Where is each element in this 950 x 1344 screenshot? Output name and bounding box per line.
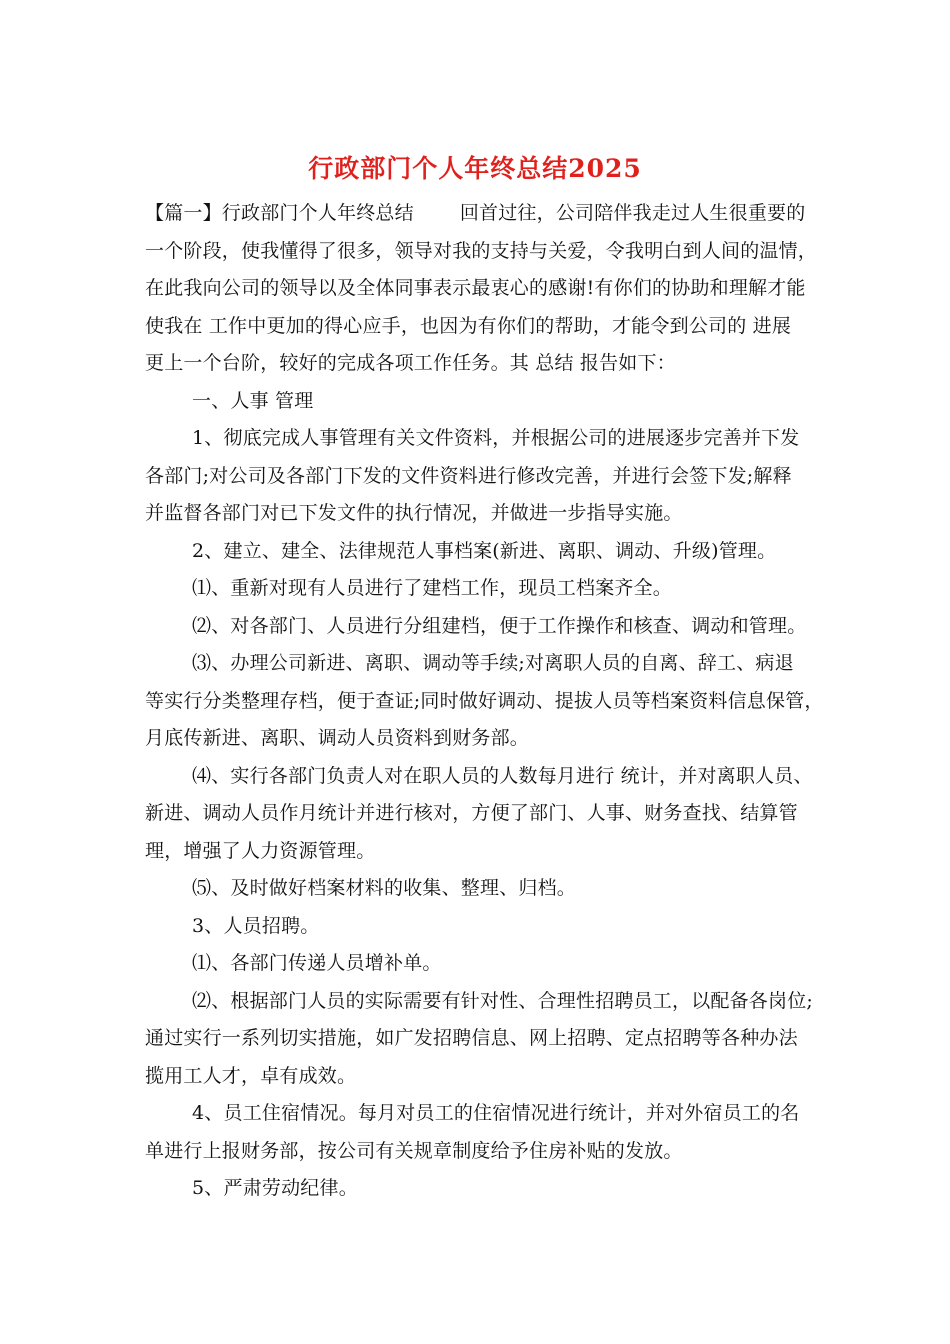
paragraph-line: 使我在 工作中更加的得心应手，也因为有你们的帮助，才能令到公司的 进展 bbox=[145, 314, 792, 337]
document-title: 行政部门个人年终总结2025 bbox=[308, 154, 642, 183]
paragraph-line: 理，增强了人力资源管理。 bbox=[145, 839, 376, 862]
paragraph-line: 一、人事 管理 bbox=[192, 389, 314, 412]
paragraph-line: ⑷、实行各部门负责人对在职人员的人数每月进行 统计，并对离职人员、 bbox=[192, 764, 813, 787]
paragraph-line: 通过实行一系列切实措施，如广发招聘信息、网上招聘、定点招聘等各种办法 bbox=[145, 1027, 798, 1049]
paragraph-line: ⑵、对各部门、人员进行分组建档，便于工作操作和核查、调动和管理。 bbox=[192, 614, 807, 637]
paragraph-line: 更上一个台阶，较好的完成各项工作任务。其 总结 报告如下： bbox=[145, 352, 676, 374]
section-heading: 【篇一】行政部门个人年终总结 bbox=[145, 202, 414, 224]
paragraph-line: 各部门;对公司及各部门下发的文件资料进行修改完善，并进行会签下发;解释 bbox=[145, 464, 792, 487]
paragraph-line: ⑴、重新对现有人员进行了建档工作，现员工档案齐全。 bbox=[192, 577, 673, 599]
paragraph-line: 一个阶段，使我懂得了很多，领导对我的支持与关爱，令我明白到人间的温情， bbox=[145, 239, 818, 262]
paragraph-line: 【篇一】行政部门个人年终总结 回首过往，公司陪伴我走过人生很重要的 bbox=[145, 202, 806, 224]
paragraph-line: 4、员工住宿情况。每月对员工的住宿情况进行统计，并对外宿员工的名 bbox=[192, 1102, 800, 1124]
paragraph-line: 1、彻底完成人事管理有关文件资料，并根据公司的进展逐步完善并下发 bbox=[192, 427, 800, 449]
paragraph-line: ⑶、办理公司新进、离职、调动等手续;对离职人员的自离、辞工、病退 bbox=[192, 652, 794, 674]
paragraph-line: ⑵、根据部门人员的实际需要有针对性、合理性招聘员工，以配备各岗位; bbox=[192, 989, 814, 1012]
paragraph-line: 2、建立、建全、法律规范人事档案(新进、离职、调动、升级)管理。 bbox=[192, 539, 777, 562]
paragraph-line: 单进行上报财务部，按公司有关规章制度给予住房补贴的发放。 bbox=[145, 1139, 683, 1162]
paragraph-line: 并监督各部门对已下发文件的执行情况，并做进一步指导实施。 bbox=[145, 502, 683, 524]
paragraph-line: ⑸、及时做好档案材料的收集、整理、归档。 bbox=[192, 877, 577, 899]
paragraph-line: 新进、调动人员作月统计并进行核对，方便了部门、人事、财务查找、结算管 bbox=[145, 802, 798, 824]
paragraph-line: ⑴、各部门传递人员增补单。 bbox=[192, 952, 442, 974]
paragraph-line: 在此我向公司的领导以及全体同事表示最衷心的感谢!有你们的协助和理解才能 bbox=[145, 277, 806, 299]
document-body bbox=[145, 195, 824, 1208]
paragraph-line: 3、人员招聘。 bbox=[192, 914, 320, 937]
paragraph-line: 等实行分类整理存档，便于查证;同时做好调动、提拔人员等档案资料信息保管， bbox=[145, 689, 824, 712]
paragraph-line: 揽用工人才，卓有成效。 bbox=[145, 1064, 357, 1087]
paragraph-line: 5、严肃劳动纪律。 bbox=[192, 1177, 358, 1199]
paragraph-line: 月底传新进、离职、调动人员资料到财务部。 bbox=[145, 727, 530, 749]
